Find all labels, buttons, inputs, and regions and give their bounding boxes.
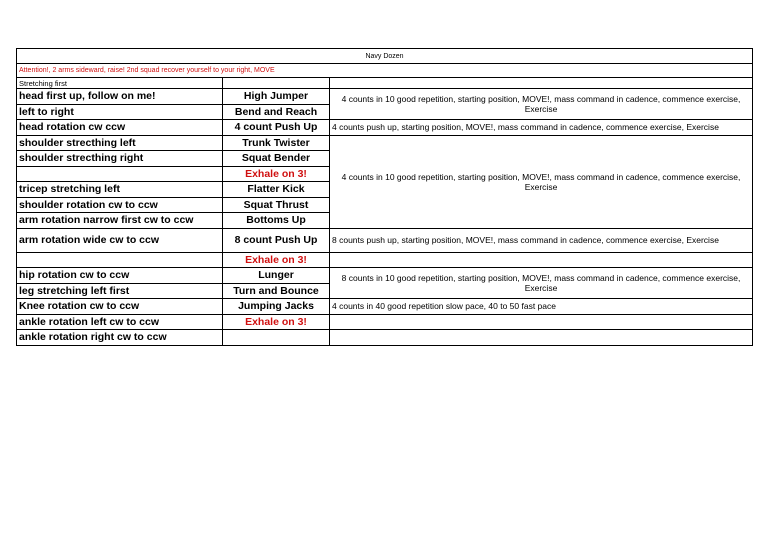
exercise-cell[interactable]: Bend and Reach — [223, 104, 330, 120]
attention-command[interactable]: Attention!, 2 arms sideward, raise! 2nd squad recover yourself to your right, MOVE — [17, 64, 753, 78]
instruction-cell[interactable]: 8 counts in 10 good repetition, starting position, MOVE!, mass command in cadence, commence exercise, Exercise — [330, 268, 753, 299]
exhale-cell[interactable]: Exhale on 3! — [223, 314, 330, 330]
empty-cell[interactable] — [330, 252, 753, 268]
attention-row — [17, 64, 753, 78]
table-row — [17, 120, 753, 136]
table-row — [17, 268, 753, 284]
instruction-cell[interactable]: 4 counts push up, starting position, MOVE!, mass command in cadence, commence exercise, Exercise — [330, 120, 753, 136]
exercise-cell[interactable] — [223, 330, 330, 346]
exercise-cell[interactable]: Bottoms Up — [223, 213, 330, 229]
stretch-cell[interactable] — [17, 166, 223, 182]
stretch-cell[interactable]: arm rotation narrow first cw to ccw — [17, 213, 223, 229]
stretch-cell[interactable]: leg stretching left first — [17, 283, 223, 299]
instruction-cell[interactable]: 8 counts push up, starting position, MOVE!, mass command in cadence, commence exercise, Exercise — [330, 228, 753, 252]
stretch-cell[interactable]: arm rotation wide cw to ccw — [17, 228, 223, 252]
stretch-cell[interactable]: shoulder strecthing right — [17, 151, 223, 167]
exercise-table — [16, 48, 753, 346]
stretch-cell[interactable]: head first up, follow on me! — [17, 89, 223, 105]
stretch-cell[interactable]: shoulder strecthing left — [17, 135, 223, 151]
stretch-cell[interactable]: head rotation cw ccw — [17, 120, 223, 136]
section-row — [17, 78, 753, 89]
stretch-cell[interactable]: ankle rotation right cw to ccw — [17, 330, 223, 346]
stretch-cell[interactable]: left to right — [17, 104, 223, 120]
table-row — [17, 252, 753, 268]
section-label[interactable]: Stretching first — [17, 78, 223, 89]
exercise-cell[interactable]: Squat Bender — [223, 151, 330, 167]
exhale-cell[interactable]: Exhale on 3! — [223, 166, 330, 182]
stretch-cell[interactable]: hip rotation cw to ccw — [17, 268, 223, 284]
exhale-cell[interactable]: Exhale on 3! — [223, 252, 330, 268]
exercise-cell[interactable]: Flatter Kick — [223, 182, 330, 198]
exercise-cell[interactable]: Trunk Twister — [223, 135, 330, 151]
exercise-cell[interactable]: Jumping Jacks — [223, 299, 330, 315]
stretch-cell[interactable]: ankle rotation left cw to ccw — [17, 314, 223, 330]
exercise-cell[interactable]: 8 count Push Up — [223, 228, 330, 252]
empty-cell[interactable] — [330, 314, 753, 330]
exercise-cell[interactable]: Lunger — [223, 268, 330, 284]
exercise-cell[interactable]: Squat Thrust — [223, 197, 330, 213]
table-row — [17, 299, 753, 315]
table-row — [17, 314, 753, 330]
spreadsheet — [16, 48, 752, 346]
instruction-cell[interactable]: 4 counts in 10 good repetition, starting position, MOVE!, mass command in cadence, commence exercise, Exercise — [330, 89, 753, 120]
instruction-cell[interactable]: 4 counts in 10 good repetition, starting position, MOVE!, mass command in cadence, commence exercise, Exercise — [330, 135, 753, 228]
table-row — [17, 228, 753, 252]
title-row — [17, 49, 753, 64]
empty-cell[interactable] — [223, 78, 330, 89]
table-row — [17, 330, 753, 346]
exercise-cell[interactable]: 4 count Push Up — [223, 120, 330, 136]
table-row — [17, 135, 753, 151]
stretch-cell[interactable]: Knee rotation cw to ccw — [17, 299, 223, 315]
sheet-title[interactable]: Navy Dozen — [17, 49, 753, 64]
table-row — [17, 89, 753, 105]
stretch-cell[interactable]: shoulder rotation cw to ccw — [17, 197, 223, 213]
stretch-cell[interactable]: tricep stretching left — [17, 182, 223, 198]
empty-cell[interactable] — [330, 78, 753, 89]
exercise-cell[interactable]: Turn and Bounce — [223, 283, 330, 299]
stretch-cell[interactable] — [17, 252, 223, 268]
instruction-cell[interactable]: 4 counts in 40 good repetition slow pace, 40 to 50 fast pace — [330, 299, 753, 315]
empty-cell[interactable] — [330, 330, 753, 346]
exercise-cell[interactable]: High Jumper — [223, 89, 330, 105]
